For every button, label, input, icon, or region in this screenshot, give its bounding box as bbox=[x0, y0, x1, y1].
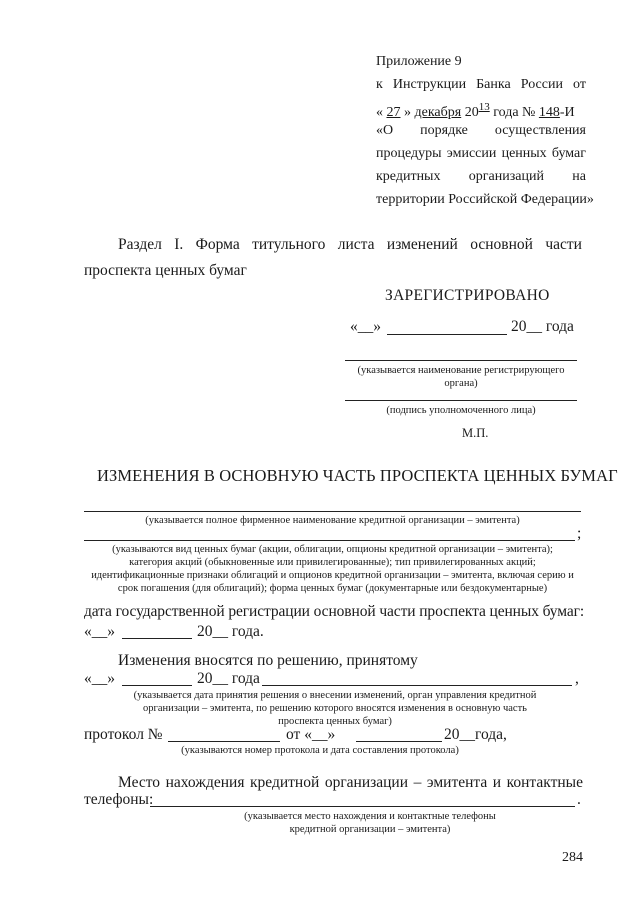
number-suffix: -И bbox=[559, 105, 575, 120]
decision-label: Изменения вносятся по решению, принятому bbox=[118, 652, 418, 669]
word: изменений bbox=[386, 236, 458, 253]
year-suffix: 13 bbox=[478, 101, 490, 113]
word: от bbox=[573, 77, 586, 92]
decision-hint-2: организации – эмитента, по решению которого вносятся изменения в основную часть bbox=[143, 703, 527, 714]
word: основной bbox=[470, 236, 533, 253]
protocol-hint: (указываются номер протокола и дата составления протокола) bbox=[181, 745, 459, 756]
quote-close: » bbox=[404, 105, 411, 120]
securities-hint-2: категория акций (обыкновенные или привилегированные); тип привилегированных акций; bbox=[129, 557, 536, 568]
prospectus-reg-date-open: «__» bbox=[84, 623, 115, 640]
location-line-1 bbox=[118, 774, 583, 792]
decision-date-quote: «__» bbox=[84, 670, 115, 687]
word: порядке bbox=[420, 123, 468, 138]
securities-hint-4: срок погашения (для облигаций); форма ценных бумаг (документарные или бездокументарные) bbox=[117, 583, 548, 594]
appendix-line-7: территории Российской Федерации» bbox=[376, 192, 594, 207]
protocol-year: 20__года, bbox=[444, 726, 507, 743]
decision-date-year: 20__ года bbox=[197, 670, 260, 687]
registration-stamp: ЗАРЕГИСТРИРОВАНО bbox=[385, 287, 550, 304]
protocol-label: протокол № bbox=[84, 726, 163, 743]
year-tail: года № bbox=[493, 105, 536, 120]
protocol-number-blank bbox=[168, 741, 280, 742]
word: бумаг bbox=[551, 146, 586, 161]
decision-hint-1: (указывается дата принятия решения о внесении изменений, орган управления кредитной bbox=[133, 690, 537, 701]
quote-open: « bbox=[376, 105, 383, 120]
word: процедуры bbox=[376, 146, 442, 161]
appendix-instruction-number: 148 bbox=[538, 105, 560, 120]
issuer-name-hint: (указывается полное фирменное наименование кредитной организации – эмитента) bbox=[145, 515, 520, 526]
word: контактные bbox=[506, 774, 583, 791]
registration-date-blank bbox=[387, 334, 507, 335]
word: ценных bbox=[501, 146, 547, 161]
word: на bbox=[572, 169, 586, 184]
appendix-month: декабря bbox=[414, 105, 462, 120]
securities-hint-1: (указываются вид ценных бумаг (акции, облигации, опционы кредитной организации – эмитента); bbox=[112, 544, 553, 555]
word: эмиссии bbox=[446, 146, 497, 161]
issuer-name-line bbox=[84, 511, 581, 512]
phones-label: телефоны: bbox=[84, 791, 154, 808]
location-line-end: . bbox=[577, 791, 581, 808]
appendix-day: 27 bbox=[386, 105, 401, 120]
section-heading-line-2: проспекта ценных бумаг bbox=[84, 262, 247, 279]
registration-signature-line bbox=[345, 400, 577, 401]
word: и bbox=[492, 774, 502, 791]
word: Раздел bbox=[118, 236, 162, 253]
page-number: 284 bbox=[562, 850, 583, 865]
word: кредитных bbox=[376, 169, 441, 184]
document-title: ИЗМЕНЕНИЯ В ОСНОВНУЮ ЧАСТЬ ПРОСПЕКТА ЦЕННЫХ БУМАГ bbox=[97, 466, 618, 485]
appendix-number: Приложение 9 bbox=[376, 54, 462, 69]
registration-organ-hint-2: органа) bbox=[444, 378, 478, 389]
securities-line bbox=[84, 540, 575, 541]
word: – bbox=[413, 774, 422, 791]
securities-line-end: ; bbox=[577, 525, 582, 542]
year-prefix: 20 bbox=[464, 105, 479, 120]
word: листа bbox=[337, 236, 375, 253]
word: Инструкции bbox=[392, 77, 467, 92]
word: к bbox=[376, 77, 383, 92]
word: эмитента bbox=[426, 774, 488, 791]
word: Форма bbox=[195, 236, 240, 253]
seal-placeholder: М.П. bbox=[462, 426, 489, 440]
registration-signature-hint: (подпись уполномоченного лица) bbox=[386, 405, 536, 416]
location-line bbox=[150, 806, 575, 807]
registration-organ-line bbox=[345, 360, 577, 361]
word: нахождения bbox=[165, 774, 245, 791]
appendix-line-4 bbox=[376, 119, 586, 142]
word: осуществления bbox=[494, 123, 586, 138]
word: «О bbox=[376, 123, 394, 138]
word: организаций bbox=[468, 169, 544, 184]
section-heading-line-1 bbox=[118, 236, 582, 254]
word: части bbox=[545, 236, 582, 253]
protocol-date-open: от «__» bbox=[286, 726, 336, 743]
securities-hint-3: идентификационные признаки облигаций и опционов кредитной организации – эмитента, включая серию и bbox=[91, 570, 574, 581]
word: Место bbox=[118, 774, 161, 791]
location-hint-2: кредитной организации – эмитента) bbox=[289, 824, 451, 835]
prospectus-reg-date-year: 20__ года. bbox=[197, 623, 264, 640]
word: I. bbox=[174, 236, 184, 253]
word: титульного bbox=[252, 236, 326, 253]
appendix-line-6 bbox=[376, 165, 586, 188]
word: кредитной bbox=[250, 774, 320, 791]
protocol-date-blank bbox=[356, 741, 442, 742]
registration-date-open: «__» bbox=[350, 318, 381, 335]
registration-year: 20__ года bbox=[511, 318, 574, 335]
word: России bbox=[520, 77, 563, 92]
decision-hint-3: проспекта ценных бумаг) bbox=[278, 716, 392, 727]
prospectus-reg-date-blank bbox=[122, 638, 192, 639]
decision-line-end: , bbox=[575, 670, 579, 687]
decision-date-blank bbox=[122, 685, 192, 686]
word: Банка bbox=[476, 77, 511, 92]
word: организации bbox=[324, 774, 409, 791]
decision-organ-line bbox=[262, 685, 572, 686]
appendix-line-5 bbox=[376, 142, 586, 165]
appendix-line-2 bbox=[376, 73, 586, 96]
prospectus-reg-date-label: дата государственной регистрации основной части проспекта ценных бумаг: bbox=[84, 603, 585, 620]
registration-organ-hint-1: (указывается наименование регистрирующего bbox=[357, 365, 565, 376]
location-hint-1: (указывается место нахождения и контактные телефоны bbox=[244, 811, 496, 822]
